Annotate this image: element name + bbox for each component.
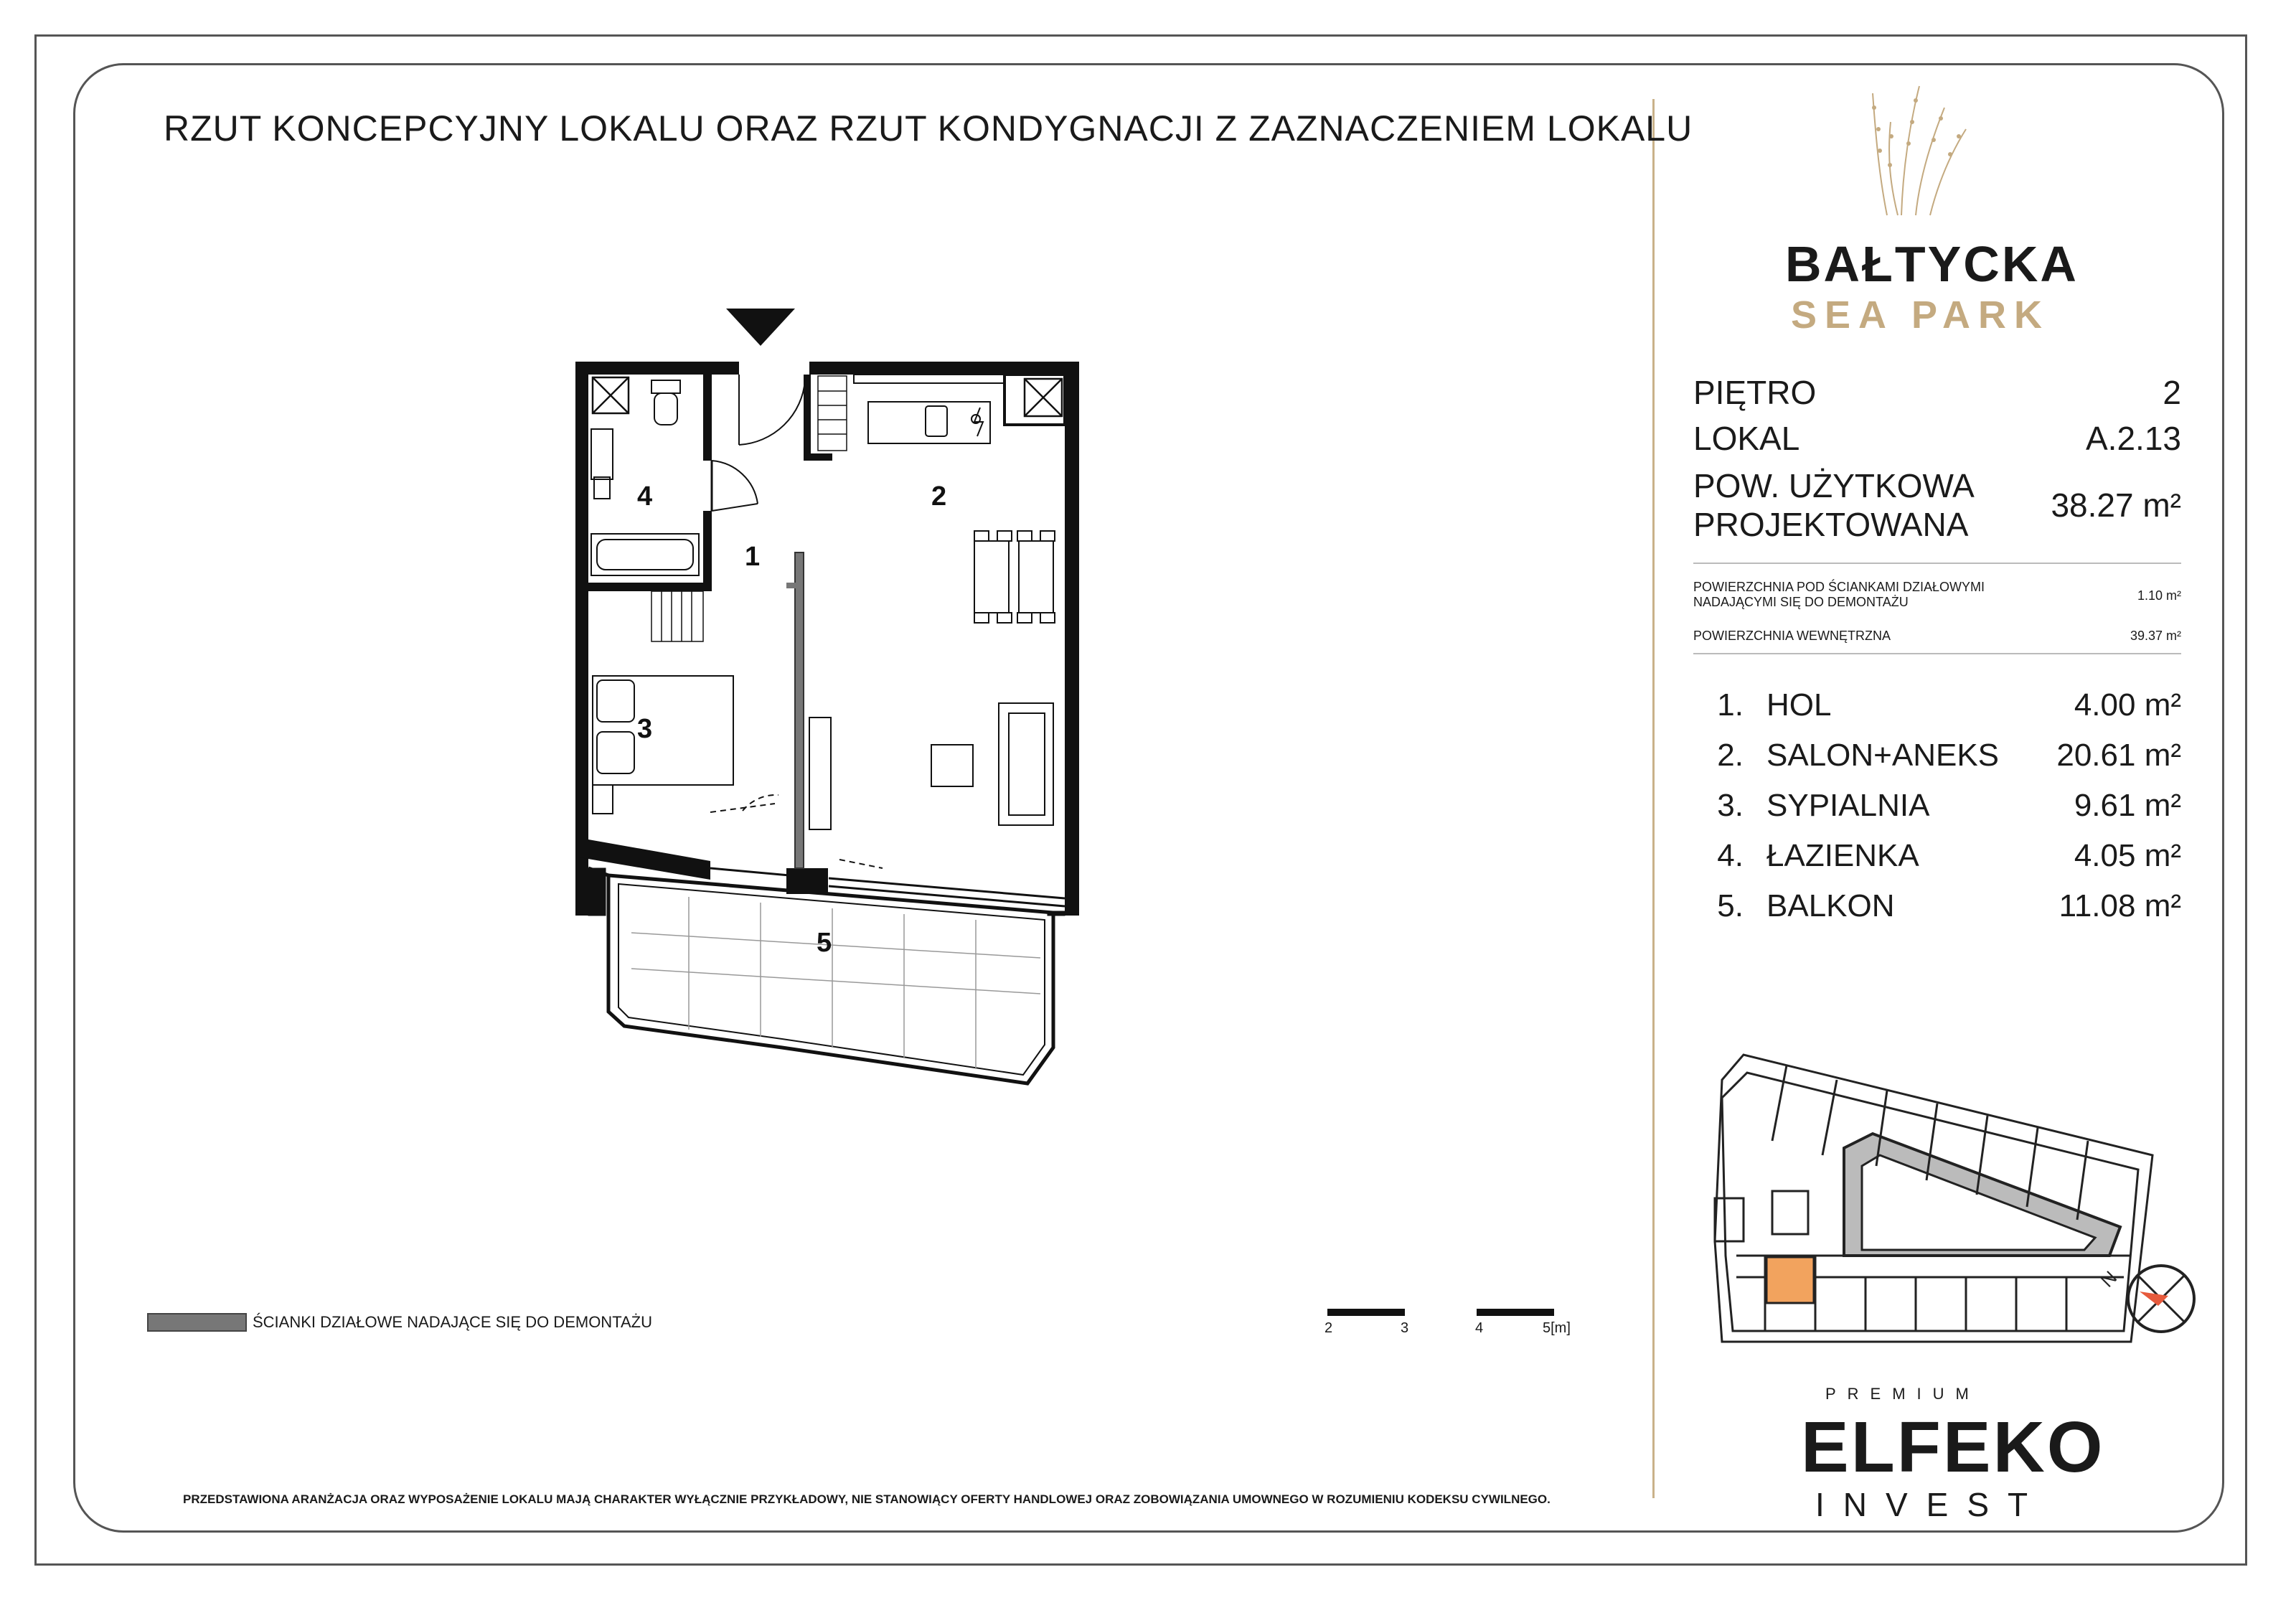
bed xyxy=(593,676,733,814)
reed-logo-icon xyxy=(1858,79,1973,222)
legend-text: ŚCIANKI DZIAŁOWE NADAJĄCE SIĘ DO DEMONTAŻU xyxy=(253,1313,652,1331)
room-label-4: 4 xyxy=(637,481,653,512)
scale-label-4: 4 xyxy=(1475,1320,1484,1336)
wardrobes xyxy=(651,376,847,641)
info-divider-2 xyxy=(1693,653,2181,654)
legend-swatch xyxy=(147,1313,247,1332)
bathroom-fixtures xyxy=(591,380,699,575)
developer-sub: INVEST xyxy=(1815,1486,2047,1523)
room-number: 5. xyxy=(1717,888,1744,923)
note1-label-line2: NADAJĄCYMI SIĘ DO DEMONTAŻU xyxy=(1693,595,1909,609)
developer-name: ELFEKO xyxy=(1801,1407,2105,1487)
area-value: 38.27 m² xyxy=(2051,486,2181,524)
room-name: SYPIALNIA xyxy=(1766,788,1930,823)
demountable-wall xyxy=(795,552,804,868)
room-number: 4. xyxy=(1717,838,1744,873)
area-row xyxy=(1693,466,2181,544)
floor-label: PIĘTRO xyxy=(1693,374,1817,411)
page-title: RZUT KONCEPCYJNY LOKALU ORAZ RZUT KONDYGNACJI Z ZAZNACZENIEM LOKALU xyxy=(164,108,1693,149)
room-area: 4.00 m² xyxy=(2074,687,2181,723)
room-row xyxy=(1693,738,2181,773)
disclaimer: PRZEDSTAWIONA ARANŻACJA ORAZ WYPOSAŻENIE LOKALU MAJĄ CHARAKTER WYŁĄCZNIE PRZYKŁADOWY, NIE STANOWIĄCY OFERTY HANDLOWEJ ORAZ ZOBOWIĄZANIA UMOWNEGO W ROZUMIENIU KODEKSU CYWILNEGO. xyxy=(183,1492,1551,1506)
floor-plan xyxy=(545,301,1119,1105)
note1-row xyxy=(1693,580,2181,610)
developer-premium: PREMIUM xyxy=(1825,1385,1980,1403)
room-label-1: 1 xyxy=(745,542,761,572)
room-row xyxy=(1693,838,2181,874)
scale-bar xyxy=(1327,1304,1586,1319)
entrance-arrow-icon xyxy=(726,309,795,346)
room-area: 9.61 m² xyxy=(2074,788,2181,823)
floor-value: 2 xyxy=(2163,374,2181,411)
compass-icon xyxy=(2128,1266,2194,1332)
room-name: BALKON xyxy=(1766,888,1895,923)
kitchen xyxy=(854,375,1004,443)
room-name: ŁAZIENKA xyxy=(1766,838,1919,873)
note1-label xyxy=(1693,580,1985,610)
area-label-line2: PROJEKTOWANA xyxy=(1693,506,1969,543)
scale-label-5: 5[m] xyxy=(1543,1320,1571,1336)
north-label: N xyxy=(2096,1266,2122,1292)
area-label xyxy=(1693,466,1975,544)
room-row xyxy=(1693,687,2181,723)
area-label-line1: POW. UŻYTKOWA xyxy=(1693,467,1975,504)
unit-value: A.2.13 xyxy=(2086,420,2181,457)
ventilation-shafts xyxy=(593,375,1065,425)
note2-label: POWIERZCHNIA WEWNĘTRZNA xyxy=(1693,629,1891,643)
unit-row xyxy=(1693,419,2181,458)
room-name: HOL xyxy=(1766,687,1832,723)
room-number: 2. xyxy=(1717,738,1744,773)
room-area: 4.05 m² xyxy=(2074,838,2181,873)
room-label-3: 3 xyxy=(637,714,653,744)
column-divider xyxy=(1652,99,1655,1498)
scale-label-2: 2 xyxy=(1325,1320,1333,1336)
scale-label-3: 3 xyxy=(1401,1320,1409,1336)
room-row xyxy=(1693,788,2181,824)
room-label-2: 2 xyxy=(931,481,947,512)
brand-name: BAŁTYCKA xyxy=(1785,236,2079,292)
living-furniture xyxy=(809,531,1055,829)
note2-row xyxy=(1693,629,2181,644)
highlighted-unit xyxy=(1766,1257,1814,1303)
unit-label: LOKAL xyxy=(1693,420,1800,457)
info-divider xyxy=(1693,563,2181,564)
note1-label-line1: POWIERZCHNIA POD ŚCIANKAMI DZIAŁOWYMI xyxy=(1693,580,1985,594)
key-plan xyxy=(1693,1040,2210,1349)
room-name: SALON+ANEKS xyxy=(1766,738,2000,773)
room-number: 3. xyxy=(1717,788,1744,823)
room-row xyxy=(1693,888,2181,924)
room-label-5: 5 xyxy=(817,928,832,958)
note2-value: 39.37 m² xyxy=(2130,629,2181,643)
brand-subname: SEA PARK xyxy=(1791,293,2051,337)
room-area: 20.61 m² xyxy=(2056,738,2181,773)
demountable-wall-jamb xyxy=(786,583,796,588)
note1-value: 1.10 m² xyxy=(2137,588,2181,603)
floor-row xyxy=(1693,373,2181,412)
room-number: 1. xyxy=(1717,687,1744,723)
room-area: 11.08 m² xyxy=(2059,888,2181,923)
